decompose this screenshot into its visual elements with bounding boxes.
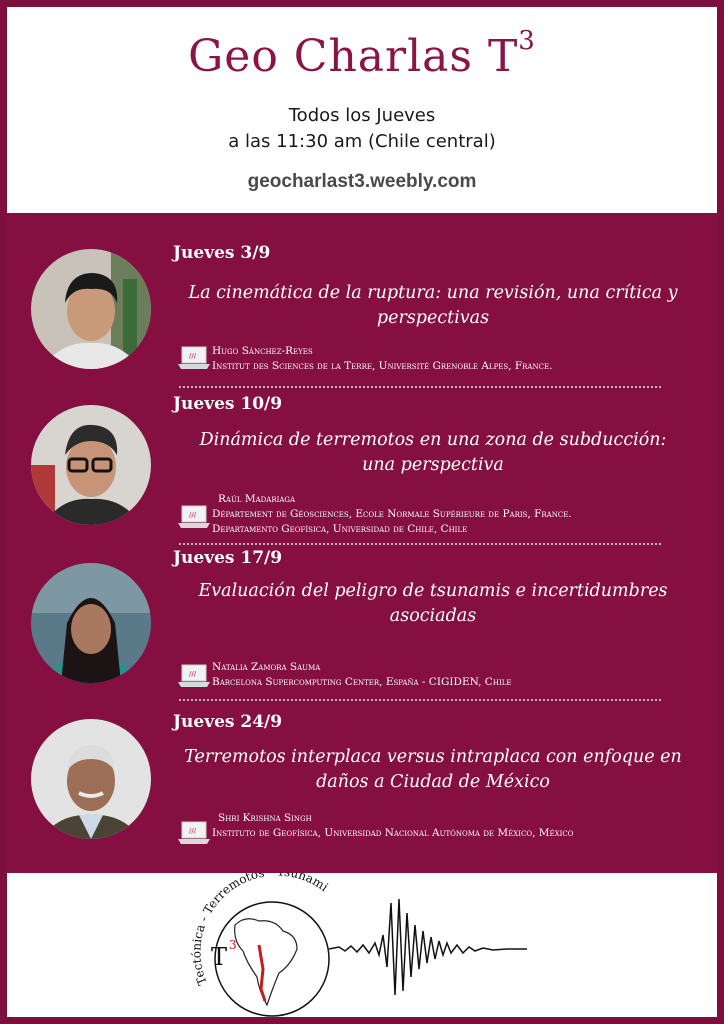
talk-title: Evaluación del peligro de tsunamis e incertidumbres asociadas xyxy=(198,581,668,626)
speaker-info xyxy=(212,660,511,690)
t3-logo xyxy=(7,873,717,1017)
schedule-line-2: a las 11:30 am (Chile central) xyxy=(228,131,496,152)
logo-center-superscript: 3 xyxy=(229,938,237,952)
talk-title: Dinámica de terremotos en una zona de subducción: una perspectiva xyxy=(199,430,667,475)
speaker-photo-2 xyxy=(31,405,151,525)
speaker-affiliation: Département de Géosciences, Ecole Normale Supérieure de Paris, France. xyxy=(212,508,572,520)
speaker-photo-1 xyxy=(31,249,151,369)
speaker-affiliation: Institut des Sciences de la Terre, Université Grenoble Alpes, France. xyxy=(212,360,553,372)
website-link[interactable]: geocharlast3.weebly.com xyxy=(247,171,477,192)
laptop-icon xyxy=(177,504,211,530)
talk-date: Jueves 24/9 xyxy=(173,712,283,732)
divider xyxy=(179,699,661,701)
schedule-line-1: Todos los Jueves xyxy=(288,105,436,126)
page-title xyxy=(7,26,717,82)
title-superscript: 3 xyxy=(518,26,536,57)
laptop-icon xyxy=(177,345,211,371)
talk-date: Jueves 17/9 xyxy=(173,548,283,568)
speaker-name: Hugo Sánchez-Reyes xyxy=(212,345,313,357)
speaker-name: Shri Krishna Singh xyxy=(218,812,312,824)
seismogram-trace xyxy=(329,899,527,995)
south-america-outline xyxy=(235,919,297,1005)
talk-date: Jueves 10/9 xyxy=(173,394,283,414)
speaker-name: Natalia Zamora Sauma xyxy=(212,661,321,673)
talk-date: Jueves 3/9 xyxy=(173,243,271,263)
laptop-icon xyxy=(177,820,211,846)
logo-circle xyxy=(215,902,329,1016)
speaker-affiliation: Barcelona Supercomputing Center, España - CIGIDEN, Chile xyxy=(212,676,512,688)
speaker-info xyxy=(212,492,572,537)
logo-center-text: T xyxy=(211,943,228,971)
title-text: Geo Charlas T xyxy=(188,31,519,82)
header xyxy=(7,7,717,213)
speaker-name: Raúl Madariaga xyxy=(218,493,296,505)
logo-arc-textpath: Tectónica - Terremotos unami xyxy=(189,873,331,988)
divider xyxy=(179,543,661,545)
svg-text:///: /// xyxy=(189,827,197,835)
svg-text:///: /// xyxy=(189,670,197,678)
speaker-info xyxy=(212,344,552,374)
svg-text:///: /// xyxy=(189,511,197,519)
talk-title: Terremotos interplaca versus intraplaca con enfoque en daños a Ciudad de México xyxy=(184,747,682,792)
talks-panel xyxy=(7,213,717,873)
svg-text:///: /// xyxy=(189,352,197,360)
laptop-icon xyxy=(177,663,211,689)
talk-title: La cinemática de la ruptura: una revisión, una crítica y perspectivas xyxy=(188,283,678,328)
chile-highlight xyxy=(259,945,265,1001)
footer xyxy=(7,873,717,1017)
schedule xyxy=(7,103,717,155)
speaker-photo-3 xyxy=(31,563,151,683)
speaker-photo-4 xyxy=(31,719,151,839)
divider xyxy=(179,386,661,388)
speaker-affiliation: Instituto de Geofísica, Universidad Nacional Autónoma de México, México xyxy=(212,827,574,839)
speaker-affiliation-2: Departamento Geofísica, Universidad de Chile, Chile xyxy=(212,523,468,535)
speaker-info xyxy=(212,811,573,841)
